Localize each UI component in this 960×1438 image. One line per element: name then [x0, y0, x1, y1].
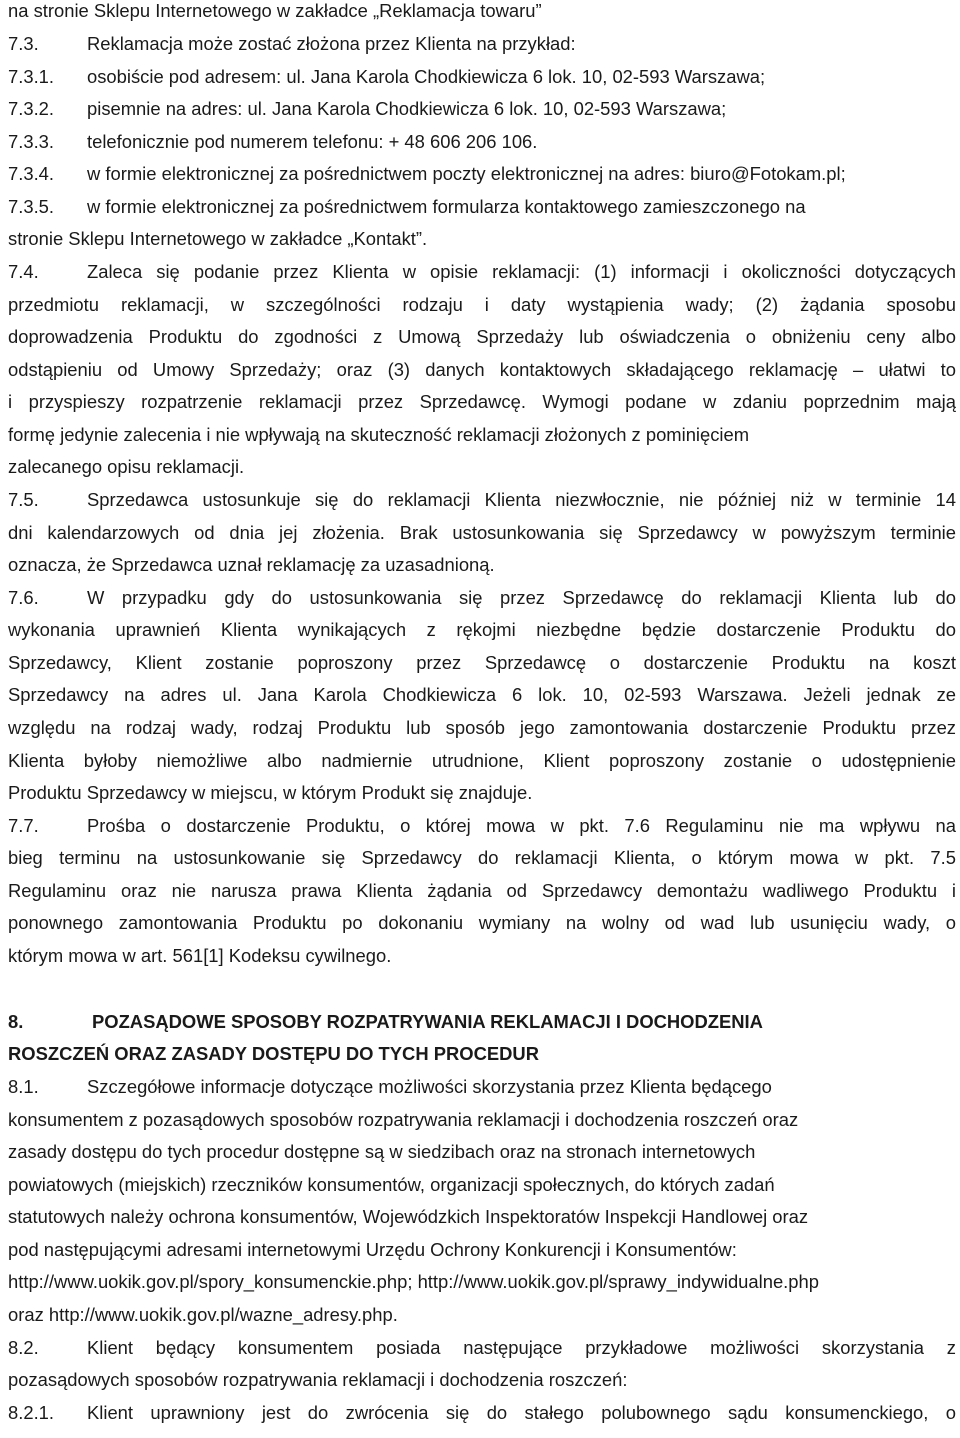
text-line: odstąpieniu od Umowy Sprzedaży; oraz (3) danych kontaktowych składającego reklamację – ułatwi to: [8, 359, 956, 380]
item-text: osobiście pod adresem: ul. Jana Karola Chodkiewicza 6 lok. 10, 02-593 Warszawa;: [87, 66, 766, 87]
text-line: statutowych należy ochrona konsumentów, Wojewódzkich Inspektoratów Inspekcji Handlowej oraz: [8, 1206, 809, 1227]
text-line: na stronie Sklepu Internetowego w zakładce „Reklamacja towaru”: [8, 0, 542, 21]
item-text: telefonicznie pod numerem telefonu: + 48 606 206 106.: [87, 131, 538, 152]
text-line: Sprzedawcy, Klient zostanie poproszony przez Sprzedawcę o dostarczenie Produktu na koszt: [8, 652, 956, 673]
text-line: zalecanego opisu reklamacji.: [8, 456, 245, 477]
text-line: przedmiotu reklamacji, w szczególności rodzaju i daty wystąpienia wady; (2) żądania sposobu: [8, 294, 956, 315]
section-number: 8.: [8, 1011, 24, 1032]
text-line: wykonania uprawnień Klienta wynikających z rękojmi niezbędne będzie dostarczenie Produktu do: [8, 619, 956, 640]
item-number: 7.6.: [8, 587, 39, 608]
text-line: konsumentem z pozasądowych sposobów rozpatrywania reklamacji i dochodzenia roszczeń oraz: [8, 1109, 799, 1130]
section-heading-cont: ROSZCZEŃ ORAZ ZASADY DOSTĘPU DO TYCH PROCEDUR: [8, 1043, 539, 1064]
item-text: Sprzedawca ustosunkuje się do reklamacji Klienta niezwłocznie, nie później niż w terminie 14: [87, 489, 956, 510]
section-title: POZASĄDOWE SPOSOBY ROZPATRYWANIA REKLAMACJI I DOCHODZENIA: [92, 1011, 763, 1032]
item-text: Reklamacja może zostać złożona przez Klienta na przykład:: [87, 33, 576, 54]
item-number: 7.3.3.: [8, 131, 55, 152]
text-line: dni kalendarzowych od dnia jej złożenia. Brak ustosunkowania się Sprzedawcy w powyższym terminie: [8, 522, 956, 543]
text-line: formę jedynie zalecenia i nie wpływają na skuteczność reklamacji złożonych z pominięciem: [8, 424, 750, 445]
url-line: oraz http://www.uokik.gov.pl/wazne_adresy.php.: [8, 1304, 398, 1325]
text-line: pod następującymi adresami internetowymi Urzędu Ochrony Konkurencji i Konsumentów:: [8, 1239, 737, 1260]
item-number: 7.4.: [8, 261, 39, 282]
item-number: 8.1.: [8, 1076, 39, 1097]
item-text: Klient uprawniony jest do zwrócenia się do stałego polubownego sądu konsumenckiego, o: [87, 1402, 956, 1423]
url-line: http://www.uokik.gov.pl/spory_konsumenckie.php; http://www.uokik.gov.pl/sprawy_indywidualne.php: [8, 1271, 819, 1292]
item-number: 7.3.: [8, 33, 39, 54]
item-number: 7.7.: [8, 815, 39, 836]
item-number: 8.2.: [8, 1337, 39, 1358]
text-line: bieg terminu na ustosunkowanie się Sprzedawcy do reklamacji Klienta, o którym mowa w pkt. 7.5: [8, 847, 956, 868]
text-line: doprowadzenia Produktu do zgodności z Umową Sprzedaży lub oświadczenia o obniżeniu ceny albo: [8, 326, 956, 347]
text-line: Produktu Sprzedawcy w miejscu, w którym Produkt się znajduje.: [8, 782, 533, 803]
item-number: 7.3.5.: [8, 196, 55, 217]
text-line: powiatowych (miejskich) rzeczników konsumentów, organizacji społecznych, do których zadań: [8, 1174, 775, 1195]
text-line: stronie Sklepu Internetowego w zakładce „Kontakt”.: [8, 228, 428, 249]
text-line: zasady dostępu do tych procedur dostępne są w siedzibach oraz na stronach internetowych: [8, 1141, 756, 1162]
item-number: 7.3.2.: [8, 98, 55, 119]
item-number: 7.3.4.: [8, 163, 55, 184]
item-text: Szczegółowe informacje dotyczące możliwości skorzystania przez Klienta będącego: [87, 1076, 772, 1097]
text-line: Regulaminu oraz nie narusza prawa Klienta żądania od Sprzedawcy demontażu wadliwego Produktu i: [8, 880, 956, 901]
item-text: w formie elektronicznej za pośrednictwem poczty elektronicznej na adres: biuro@Fotokam.pl;: [87, 163, 846, 184]
text-line: którym mowa w art. 561[1] Kodeksu cywilnego.: [8, 945, 392, 966]
text-line: pozasądowych sposobów rozpatrywania reklamacji i dochodzenia roszczeń:: [8, 1369, 628, 1390]
item-text: Zaleca się podanie przez Klienta w opisie reklamacji: (1) informacji i okoliczności dotyczących: [87, 261, 956, 282]
item-text: Klient będący konsumentem posiada następujące przykładowe możliwości skorzystania z: [87, 1337, 956, 1358]
item-text: Prośba o dostarczenie Produktu, o której mowa w pkt. 7.6 Regulaminu nie ma wpływu na: [87, 815, 956, 836]
item-number: 7.5.: [8, 489, 39, 510]
text-line: i przyspieszy rozpatrzenie reklamacji przez Sprzedawcę. Wymogi podane w zdaniu poprzednim mają: [8, 391, 956, 412]
item-text: w formie elektronicznej za pośrednictwem formularza kontaktowego zamieszczonego na: [87, 196, 806, 217]
item-number: 8.2.1.: [8, 1402, 55, 1423]
text-line: Klienta byłoby niemożliwe albo nadmiernie utrudnione, Klient poproszony zostanie o udostępnienie: [8, 750, 956, 771]
text-line: Sprzedawcy na adres ul. Jana Karola Chodkiewicza 6 lok. 10, 02-593 Warszawa. Jeżeli jednak ze: [8, 684, 956, 705]
item-text: pisemnie na adres: ul. Jana Karola Chodkiewicza 6 lok. 10, 02-593 Warszawa;: [87, 98, 727, 119]
item-text: W przypadku gdy do ustosunkowania się przez Sprzedawcę do reklamacji Klienta lub do: [87, 587, 956, 608]
item-number: 7.3.1.: [8, 66, 55, 87]
text-line: oznacza, że Sprzedawca uznał reklamację za uzasadnioną.: [8, 554, 495, 575]
text-line: ponownego zamontowania Produktu po dokonaniu wymiany na wolny od wad lub usunięciu wady, o: [8, 912, 956, 933]
text-line: względu na rodzaj wady, rodzaj Produktu lub sposób jego zamontowania dostarczenie Produktu przez: [8, 717, 956, 738]
